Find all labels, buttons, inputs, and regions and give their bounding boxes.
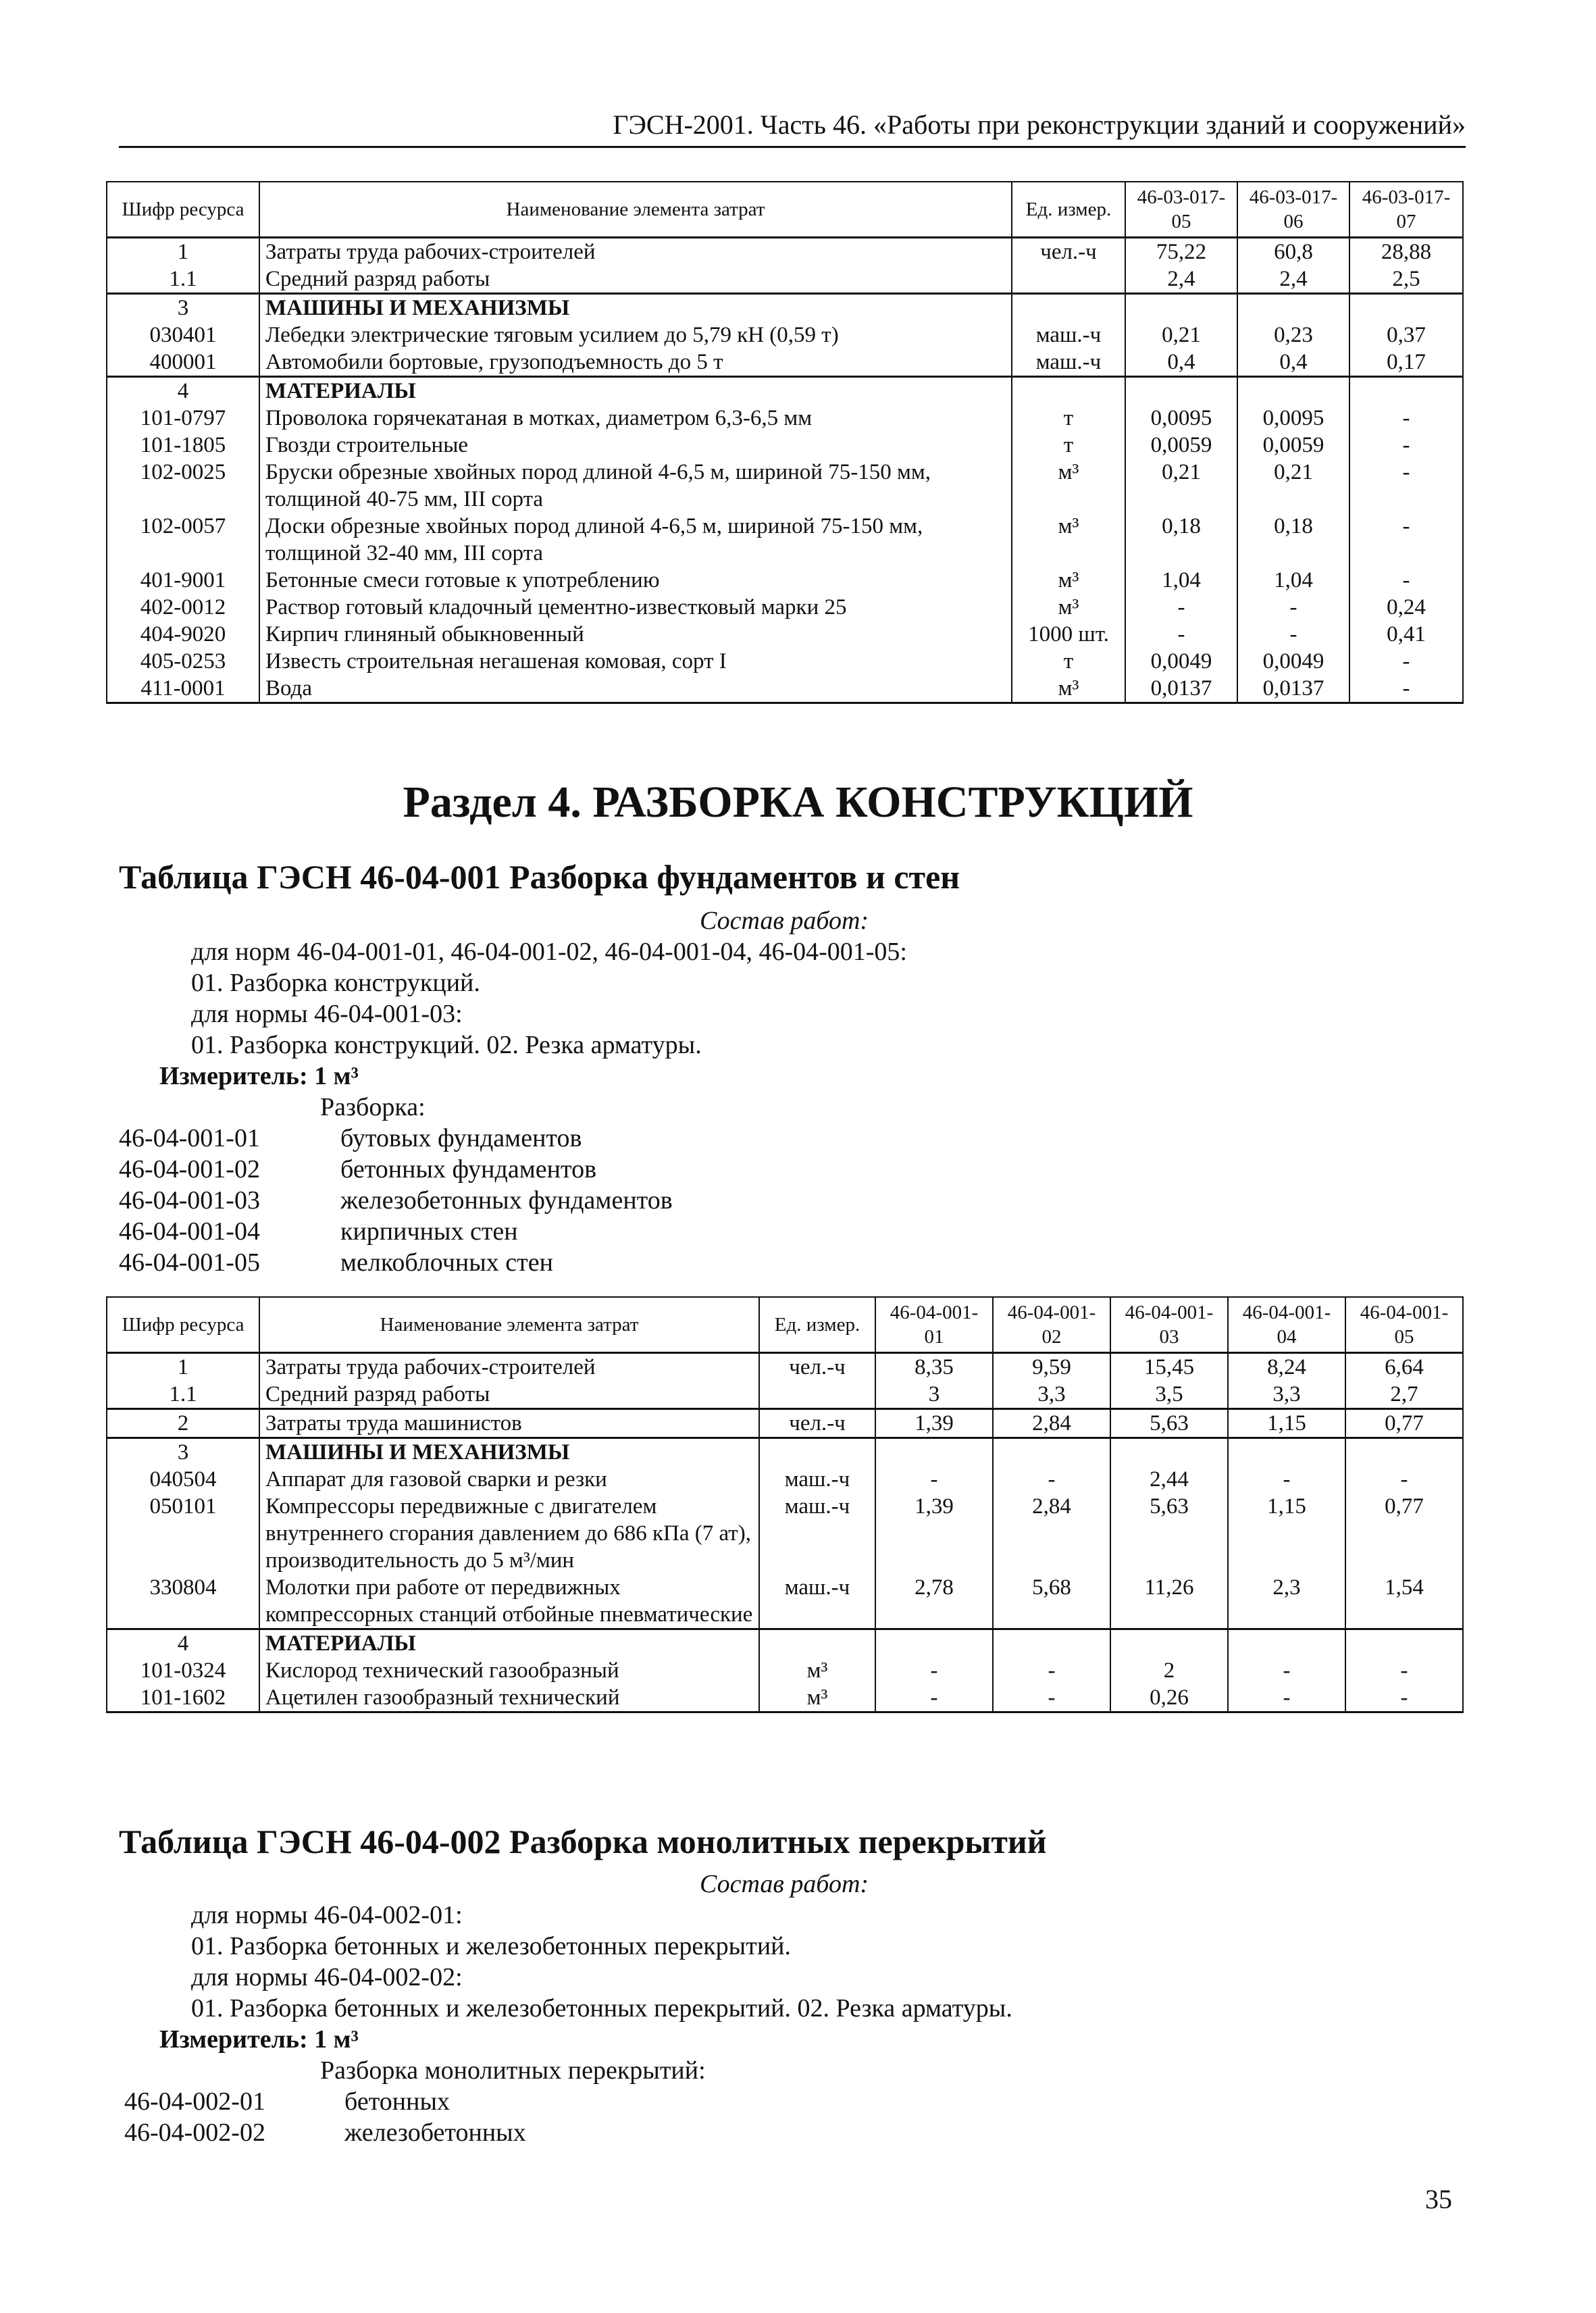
- norm-value: 0,77: [1345, 1409, 1463, 1438]
- norm-value: 1,39: [875, 1493, 993, 1574]
- resource-name: Доски обрезные хвойных пород длиной 4-6,5 м, шириной 75-150 мм, толщиной 32-40 мм, III сорта: [259, 513, 1012, 567]
- resource-unit: м³: [1012, 567, 1125, 594]
- norm-value: -: [1228, 1684, 1345, 1712]
- composition-line: 01. Разборка бетонных и железобетонных перекрытий.: [191, 1932, 791, 1960]
- row-group-materials: [107, 1629, 1463, 1712]
- norm-value: 15,45: [1110, 1353, 1228, 1381]
- norm-value: -: [1125, 621, 1237, 648]
- page-number: 35: [1425, 2184, 1452, 2214]
- table-row: [107, 265, 1463, 294]
- resource-name: Затраты труда машинистов: [259, 1409, 759, 1438]
- norm-code: 46-04-001-04: [119, 1217, 260, 1246]
- norm-value: 2,4: [1237, 265, 1349, 294]
- norm-value: 0,21: [1237, 459, 1349, 513]
- norm-value: 0,17: [1349, 349, 1463, 377]
- norm-text: бетонных: [344, 2087, 451, 2116]
- resource-code: 3: [107, 294, 259, 322]
- norm-value: 0,0137: [1237, 675, 1349, 703]
- row-group-operators: [107, 1409, 1463, 1438]
- norm-text: бетонных фундаментов: [340, 1155, 597, 1184]
- norm-value: -: [875, 1657, 993, 1684]
- norm-value: 0,37: [1349, 322, 1463, 349]
- row-group-machines: [107, 294, 1463, 377]
- norm-value: 0,26: [1110, 1684, 1228, 1712]
- norm-value: 0,41: [1349, 621, 1463, 648]
- table-row: [107, 432, 1463, 459]
- resource-code: 400001: [107, 349, 259, 377]
- list-heading: Разборка:: [320, 1093, 426, 1121]
- norm-value: 28,88: [1349, 238, 1463, 266]
- resource-code: 4: [107, 377, 259, 405]
- table-row: [107, 621, 1463, 648]
- resource-name: Бруски обрезные хвойных пород длиной 4-6,5 м, шириной 75-150 мм, толщиной 40-75 мм, III сорта: [259, 459, 1012, 513]
- resource-name: Ацетилен газообразный технический: [259, 1684, 759, 1712]
- resource-name: Компрессоры передвижные с двигателем внутреннего сгорания давлением до 686 кПа (7 ат), производительность до 5 м³/мин: [259, 1493, 759, 1574]
- norm-value: -: [1345, 1466, 1463, 1493]
- column-header: 46-03-017-07: [1349, 182, 1463, 238]
- group-heading: МАШИНЫ И МЕХАНИЗМЫ: [259, 294, 1012, 322]
- group-heading: МАТЕРИАЛЫ: [259, 377, 1012, 405]
- table-header-row: [107, 1297, 1463, 1353]
- norm-value: 0,21: [1125, 322, 1237, 349]
- norm-code: 46-04-002-02: [124, 2118, 265, 2147]
- column-header: Наименование элемента затрат: [259, 182, 1012, 238]
- column-header: 46-04-001-02: [993, 1297, 1110, 1353]
- resource-code: 102-0057: [107, 513, 259, 567]
- resource-code: 405-0253: [107, 648, 259, 675]
- table-title: Таблица ГЭСН 46-04-002 Разборка монолитных перекрытий: [119, 1823, 1047, 1860]
- table-row: [107, 238, 1463, 266]
- list-heading: Разборка монолитных перекрытий:: [320, 2056, 706, 2085]
- resource-unit: м³: [1012, 459, 1125, 513]
- norm-value: 0,0059: [1125, 432, 1237, 459]
- table-row: [107, 405, 1463, 432]
- norm-value: 1,15: [1228, 1409, 1345, 1438]
- running-title: ГЭСН-2001. Часть 46. «Работы при реконструкции зданий и сооружений»: [119, 108, 1466, 148]
- resource-code: 102-0025: [107, 459, 259, 513]
- norm-code: 46-04-001-03: [119, 1186, 260, 1215]
- norm-value: -: [1237, 621, 1349, 648]
- norm-value: -: [1228, 1657, 1345, 1684]
- resource-unit: маш.-ч: [1012, 349, 1125, 377]
- resource-code: 101-1602: [107, 1684, 259, 1712]
- resource-name: Затраты труда рабочих-строителей: [259, 1353, 759, 1381]
- composition-label: Состав работ:: [700, 1870, 869, 1898]
- norm-value: 2,84: [993, 1409, 1110, 1438]
- row-group-labor: [107, 1353, 1463, 1409]
- resource-code: 101-1805: [107, 432, 259, 459]
- meter-line: Измеритель: 1 м³: [159, 1062, 359, 1090]
- norm-value: -: [1349, 567, 1463, 594]
- resource-name: Бетонные смеси готовые к употреблению: [259, 567, 1012, 594]
- resource-code: 1: [107, 1353, 259, 1381]
- resource-code: 1.1: [107, 265, 259, 294]
- norm-value: 1,39: [875, 1409, 993, 1438]
- resource-name: Автомобили бортовые, грузоподъемность до 5 т: [259, 349, 1012, 377]
- table-row: [107, 1409, 1463, 1438]
- norm-value: -: [993, 1657, 1110, 1684]
- norm-value: 0,4: [1237, 349, 1349, 377]
- table-row: [107, 1381, 1463, 1409]
- resource-unit: м³: [759, 1657, 875, 1684]
- resource-code: 402-0012: [107, 594, 259, 621]
- norm-value: 1,54: [1345, 1574, 1463, 1629]
- column-header: 46-04-001-04: [1228, 1297, 1345, 1353]
- norm-value: 0,0095: [1125, 405, 1237, 432]
- resource-unit: 1000 шт.: [1012, 621, 1125, 648]
- norm-value: 2,5: [1349, 265, 1463, 294]
- norm-value: -: [1228, 1466, 1345, 1493]
- norm-value: 2: [1110, 1657, 1228, 1684]
- resource-name: Кирпич глиняный обыкновенный: [259, 621, 1012, 648]
- norm-value: -: [1345, 1657, 1463, 1684]
- column-header: 46-03-017-06: [1237, 182, 1349, 238]
- norm-value: 5,63: [1110, 1493, 1228, 1574]
- resource-unit: чел.-ч: [1012, 238, 1125, 266]
- resource-unit: т: [1012, 648, 1125, 675]
- resource-code: 411-0001: [107, 675, 259, 703]
- resource-unit: т: [1012, 432, 1125, 459]
- row-group-labor: [107, 238, 1463, 294]
- resource-name: Средний разряд работы: [259, 265, 1012, 294]
- column-header: Шифр ресурса: [107, 182, 259, 238]
- table-row: [107, 1438, 1463, 1467]
- norm-value: -: [1349, 648, 1463, 675]
- norm-value: 60,8: [1237, 238, 1349, 266]
- resource-unit: чел.-ч: [759, 1353, 875, 1381]
- norm-value: 1,15: [1228, 1493, 1345, 1574]
- resource-unit: чел.-ч: [759, 1409, 875, 1438]
- resource-code: 2: [107, 1409, 259, 1438]
- table-row: [107, 1684, 1463, 1712]
- norm-value: -: [875, 1684, 993, 1712]
- norm-value: 3: [875, 1381, 993, 1409]
- resource-name: Кислород технический газообразный: [259, 1657, 759, 1684]
- norm-code: 46-04-002-01: [124, 2087, 265, 2116]
- group-heading: МАТЕРИАЛЫ: [259, 1629, 759, 1658]
- norm-value: -: [875, 1466, 993, 1493]
- norm-value: -: [1237, 594, 1349, 621]
- norm-text: бутовых фундаментов: [340, 1124, 582, 1152]
- table-row: [107, 294, 1463, 322]
- column-header: 46-04-001-03: [1110, 1297, 1228, 1353]
- norm-value: 0,21: [1125, 459, 1237, 513]
- norm-value: -: [1349, 405, 1463, 432]
- resource-name: Аппарат для газовой сварки и резки: [259, 1466, 759, 1493]
- norm-value: 9,59: [993, 1353, 1110, 1381]
- table-row: [107, 648, 1463, 675]
- table-row: [107, 377, 1463, 405]
- norm-text: мелкоблочных стен: [340, 1248, 553, 1277]
- table-row: [107, 594, 1463, 621]
- norm-value: 3,3: [1228, 1381, 1345, 1409]
- norm-value: 5,68: [993, 1574, 1110, 1629]
- norm-value: -: [993, 1684, 1110, 1712]
- norm-value: 2,3: [1228, 1574, 1345, 1629]
- table-row: [107, 1493, 1463, 1574]
- table-row: [107, 322, 1463, 349]
- composition-line: 01. Разборка бетонных и железобетонных перекрытий. 02. Резка арматуры.: [191, 1994, 1012, 2023]
- column-header: Шифр ресурса: [107, 1297, 259, 1353]
- resource-unit: маш.-ч: [759, 1493, 875, 1574]
- norm-value: -: [1349, 675, 1463, 703]
- resource-unit: м³: [759, 1684, 875, 1712]
- norm-code: 46-04-001-01: [119, 1124, 260, 1152]
- resource-name: Вода: [259, 675, 1012, 703]
- table-row: [107, 459, 1463, 513]
- norm-value: -: [1345, 1684, 1463, 1712]
- composition-label: Состав работ:: [700, 907, 869, 935]
- norm-text: железобетонных фундаментов: [340, 1186, 673, 1215]
- norm-value: -: [1125, 594, 1237, 621]
- resource-table-46-04-001: [106, 1296, 1464, 1713]
- norm-value: 0,0049: [1237, 648, 1349, 675]
- norm-value: 2,78: [875, 1574, 993, 1629]
- norm-code: 46-04-001-02: [119, 1155, 260, 1184]
- resource-code: 030401: [107, 322, 259, 349]
- table-row: [107, 675, 1463, 703]
- resource-unit: маш.-ч: [759, 1466, 875, 1493]
- table-row: [107, 1574, 1463, 1629]
- composition-line: 01. Разборка конструкций. 02. Резка арматуры.: [191, 1031, 702, 1059]
- section-title: Раздел 4. РАЗБОРКА КОНСТРУКЦИЙ: [403, 778, 1193, 827]
- resource-name: Молотки при работе от передвижных компрессорных станций отбойные пневматические: [259, 1574, 759, 1629]
- norm-value: 8,24: [1228, 1353, 1345, 1381]
- resource-table-46-03-017: [106, 181, 1464, 704]
- table-row: [107, 1657, 1463, 1684]
- resource-code: 1.1: [107, 1381, 259, 1409]
- row-group-machines: [107, 1438, 1463, 1629]
- resource-name: Известь строительная негашеная комовая, сорт I: [259, 648, 1012, 675]
- resource-unit: маш.-ч: [759, 1574, 875, 1629]
- norm-value: 3,5: [1110, 1381, 1228, 1409]
- composition-line: для нормы 46-04-001-03:: [191, 1000, 463, 1028]
- column-header: Наименование элемента затрат: [259, 1297, 759, 1353]
- table-row: [107, 1353, 1463, 1381]
- table-row: [107, 349, 1463, 377]
- table-row: [107, 1466, 1463, 1493]
- column-header: 46-04-001-05: [1345, 1297, 1463, 1353]
- table-row: [107, 567, 1463, 594]
- resource-name: Средний разряд работы: [259, 1381, 759, 1409]
- resource-code: 4: [107, 1629, 259, 1658]
- norm-value: 2,84: [993, 1493, 1110, 1574]
- norm-value: 0,24: [1349, 594, 1463, 621]
- norm-value: -: [1349, 513, 1463, 567]
- norm-value: 2,7: [1345, 1381, 1463, 1409]
- row-group-materials: [107, 377, 1463, 703]
- resource-name: Гвозди строительные: [259, 432, 1012, 459]
- norm-text: кирпичных стен: [340, 1217, 518, 1246]
- resource-name: Затраты труда рабочих-строителей: [259, 238, 1012, 266]
- composition-line: 01. Разборка конструкций.: [191, 969, 480, 997]
- resource-name: Проволока горячекатаная в мотках, диаметром 6,3-6,5 мм: [259, 405, 1012, 432]
- resource-code: 101-0324: [107, 1657, 259, 1684]
- norm-value: 8,35: [875, 1353, 993, 1381]
- norm-code: 46-04-001-05: [119, 1248, 260, 1277]
- group-heading: МАШИНЫ И МЕХАНИЗМЫ: [259, 1438, 759, 1467]
- column-header: Ед. измер.: [1012, 182, 1125, 238]
- norm-value: 0,4: [1125, 349, 1237, 377]
- resource-unit: т: [1012, 405, 1125, 432]
- norm-value: 11,26: [1110, 1574, 1228, 1629]
- composition-line: для норм 46-04-001-01, 46-04-001-02, 46-04-001-04, 46-04-001-05:: [191, 938, 907, 966]
- resource-code: 101-0797: [107, 405, 259, 432]
- column-header: Ед. измер.: [759, 1297, 875, 1353]
- norm-value: 0,0049: [1125, 648, 1237, 675]
- norm-value: 75,22: [1125, 238, 1237, 266]
- composition-line: для нормы 46-04-002-01:: [191, 1901, 463, 1929]
- norm-value: 5,63: [1110, 1409, 1228, 1438]
- norm-value: 2,44: [1110, 1466, 1228, 1493]
- resource-code: 050101: [107, 1493, 259, 1574]
- meter-line: Измеритель: 1 м³: [159, 2025, 359, 2054]
- norm-value: 1,04: [1125, 567, 1237, 594]
- norm-value: 2,4: [1125, 265, 1237, 294]
- resource-unit: [759, 1381, 875, 1409]
- norm-value: 0,77: [1345, 1493, 1463, 1574]
- norm-value: 0,0059: [1237, 432, 1349, 459]
- norm-value: 6,64: [1345, 1353, 1463, 1381]
- resource-unit: м³: [1012, 594, 1125, 621]
- resource-code: 1: [107, 238, 259, 266]
- norm-value: 0,23: [1237, 322, 1349, 349]
- composition-line: для нормы 46-04-002-02:: [191, 1963, 463, 1991]
- norm-value: 0,18: [1237, 513, 1349, 567]
- column-header: 46-03-017-05: [1125, 182, 1237, 238]
- resource-code: 404-9020: [107, 621, 259, 648]
- norm-value: 0,18: [1125, 513, 1237, 567]
- resource-unit: [1012, 265, 1125, 294]
- norm-value: -: [993, 1466, 1110, 1493]
- norm-value: 1,04: [1237, 567, 1349, 594]
- column-header: 46-04-001-01: [875, 1297, 993, 1353]
- norm-value: -: [1349, 432, 1463, 459]
- norm-text: железобетонных: [344, 2118, 526, 2147]
- table-title: Таблица ГЭСН 46-04-001 Разборка фундаментов и стен: [119, 858, 960, 896]
- table-row: [107, 1629, 1463, 1658]
- norm-value: -: [1349, 459, 1463, 513]
- resource-unit: м³: [1012, 513, 1125, 567]
- resource-unit: маш.-ч: [1012, 322, 1125, 349]
- resource-code: 330804: [107, 1574, 259, 1629]
- resource-name: Раствор готовый кладочный цементно-известковый марки 25: [259, 594, 1012, 621]
- norm-value: 3,3: [993, 1381, 1110, 1409]
- resource-code: 040504: [107, 1466, 259, 1493]
- table-header-row: [107, 182, 1463, 238]
- resource-unit: м³: [1012, 675, 1125, 703]
- norm-value: 0,0095: [1237, 405, 1349, 432]
- resource-code: 401-9001: [107, 567, 259, 594]
- table-row: [107, 513, 1463, 567]
- resource-code: 3: [107, 1438, 259, 1467]
- resource-name: Лебедки электрические тяговым усилием до 5,79 кН (0,59 т): [259, 322, 1012, 349]
- norm-value: 0,0137: [1125, 675, 1237, 703]
